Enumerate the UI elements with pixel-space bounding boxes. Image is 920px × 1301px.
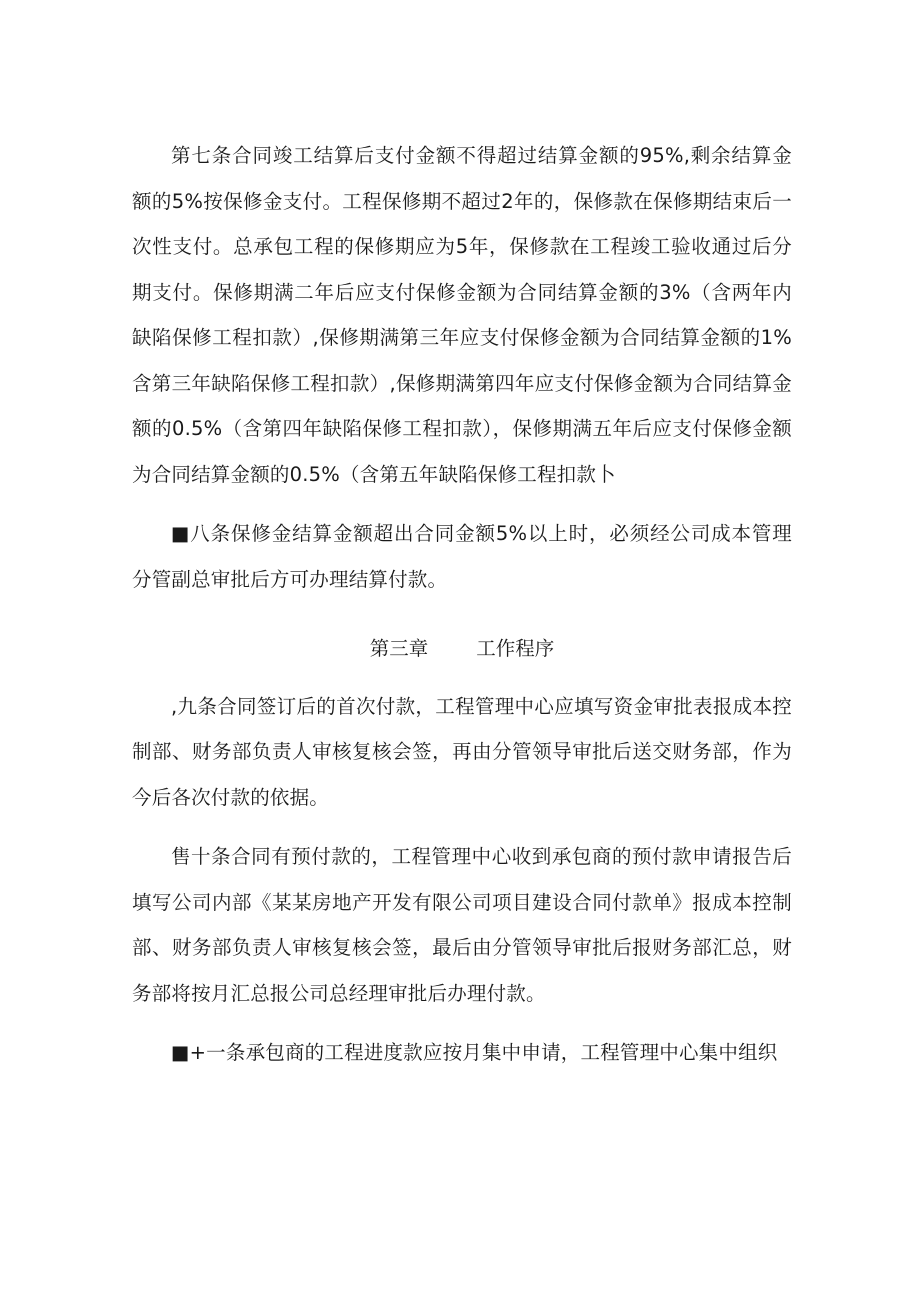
chapter-number: 第三章: [369, 637, 429, 660]
chapter-title: 工作程序: [476, 637, 555, 660]
article-11-paragraph: ■+一条承包商的工程进度款应按月集中申请，工程管理中心集中组织: [171, 1041, 778, 1064]
chapter-heading: [132, 626, 792, 672]
article-8-paragraph: ■八条保修金结算金额超出合同金额5%以上时，必须经公司成本管理分管副总审批后方可办理结算付款。: [132, 522, 792, 591]
article-10-paragraph: 售十条合同有预付款的，工程管理中心收到承包商的预付款申请报告后填写公司内部《某某房地产开发有限公司项目建设合同付款单》报成本控制部、财务部负责人审核复核会签，最后由分管领导审批后报财务部汇总，财务部将按月汇总报公司总经理审批后办理付款。: [132, 845, 792, 1005]
document-body: [132, 133, 792, 1076]
article-7-paragraph: 第七条合同竣工结算后支付金额不得超过结算金额的95%,剩余结算金额的5%按保修金支付。工程保修期不超过2年的，保修款在保修期结束后一次性支付。总承包工程的保修期应为5年，保修款在工程竣工验收通过后分期支付。保修期满二年后应支付保修金额为合同结算金额的3%（含两年内缺陷保修工程扣款）,保修期满第三年应支付保修金额为合同结算金额的1%含第三年缺陷保修工程扣款）,保修期满第四年应支付保修金额为合同结算金额的0.5%（含第四年缺陷保修工程扣款），保修期满五年后应支付保修金额为合同结算金额的0.5%（含第五年缺陷保修工程扣款卜: [132, 144, 792, 486]
article-9-paragraph: ,九条合同签订后的首次付款，工程管理中心应填写资金审批表报成本控制部、财务部负责人审核复核会签，再由分管领导审批后送交财务部，作为今后各次付款的依据。: [132, 694, 792, 809]
